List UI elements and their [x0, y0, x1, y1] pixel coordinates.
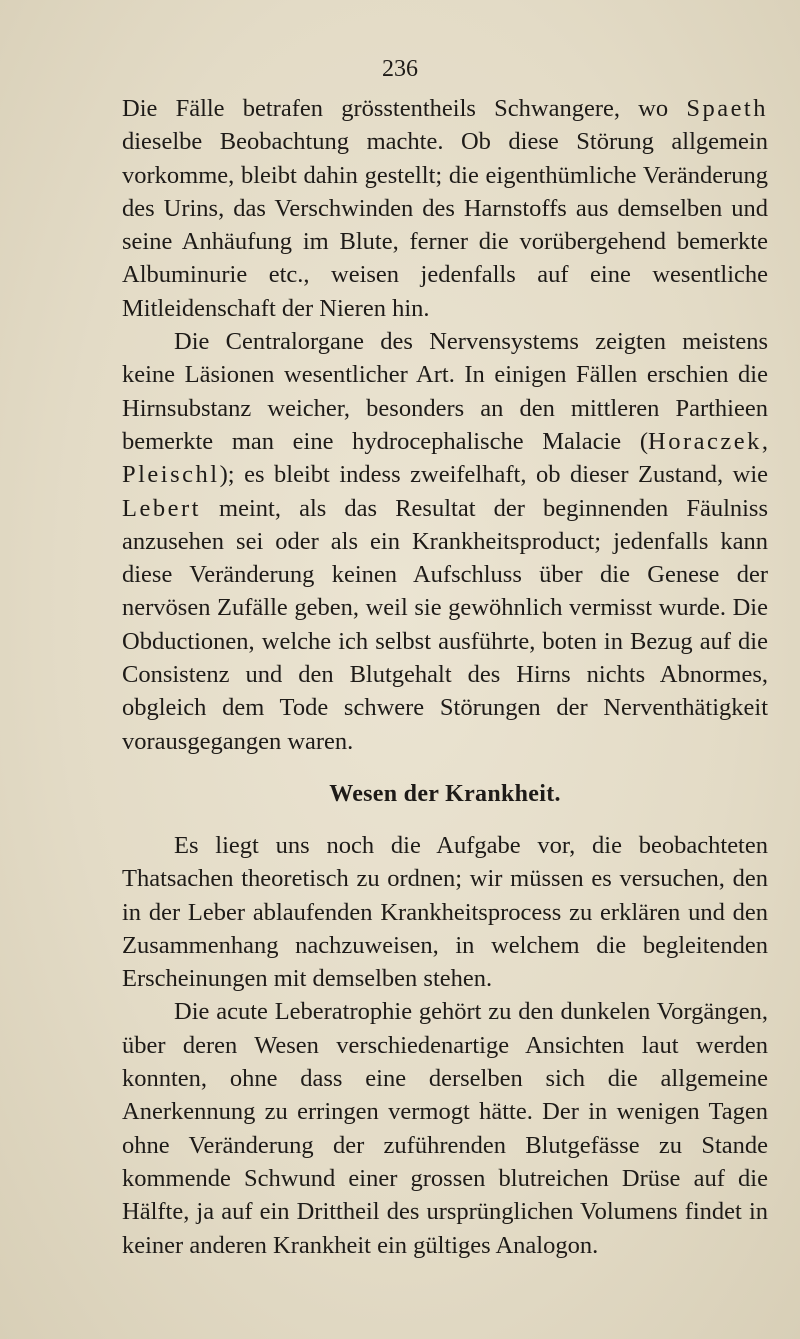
text-run: meint, als das Resultat der beginnenden Fäulniss anzusehen sei oder als ein Krankheitsproduct; jedenfalls kann diese Veränderung keinen Aufschluss über die Genese der nervösen Zufälle geben, weil sie gewöhnlich vermisst wurde. Die Obductionen, welche ich selbst ausführte, boten in Bezug auf die Consistenz und den Blutgehalt des Hirns nichts Abnormes, obgleich dem Tode schwere Störungen der Nerventhätigkeit vorausgegangen waren.: [122, 494, 768, 755]
section-before-heading: [122, 92, 768, 758]
spaced-name: Pleischl: [122, 461, 220, 489]
page-number: 236: [382, 56, 418, 82]
text-run: dieselbe Beobachtung machte. Ob diese Störung allgemein vorkomme, bleibt dahin gestellt; die eigenthümliche Veränderung des Urins, das Verschwinden des Harnstoffs aus demselben und seine Anhäufung im Blute, ferner die vorübergehend bemerkte Albuminurie etc., weisen jedenfalls auf eine wesentliche Mitleidenschaft der Nieren hin.: [122, 128, 768, 322]
spaced-name: Horaczek: [648, 427, 762, 455]
text-run: Die Fälle betrafen grösstentheils Schwangere, wo: [122, 95, 687, 122]
text-run: Die acute Leberatrophie gehört zu den dunkelen Vorgängen, über deren Wesen verschiedenartige Ansichten laut werden konnten, ohne dass eine derselben sich die allgemeine Anerkennung zu erringen vermogt hätte. Der in wenigen Tagen ohne Veränderung der zuführenden Blutgefässe zu Stande kommende Schwund einer grossen blutreichen Drüse auf die Hälfte, ja auf ein Drittheil des ursprünglichen Volumens findet in keiner anderen Krankheit ein gültiges Analogon.: [122, 998, 768, 1259]
body-text: [122, 92, 768, 1262]
spaced-name: Spaeth: [686, 95, 768, 122]
text-run: ); es bleibt indess zweifelhaft, ob dieser Zustand, wie: [219, 461, 768, 489]
paragraph: [122, 995, 768, 1261]
paragraph: [122, 325, 768, 758]
spaced-name: Lebert: [122, 494, 201, 522]
section-heading: Wesen der Krankheit.: [329, 780, 561, 807]
section-after-heading: [122, 829, 768, 1262]
text-run: Es liegt uns noch die Aufgabe vor, die beobachteten Thatsachen theoretisch zu ordnen; wir müssen es versuchen, den in der Leber ablaufenden Krankheitsprocess zu erklären und den Zusammenhang nachzuweisen, in welchem die begleitenden Erscheinungen mit demselben stehen.: [122, 831, 768, 993]
text-run: Die Centralorgane des Nervensystems zeigten meistens keine Läsionen wesentlicher Art. In einigen Fällen erschien die Hirnsubstanz weicher, besonders an den mittleren Parthieen bemerkte man eine hydrocephalische Malacie (: [122, 328, 768, 455]
paragraph: [122, 829, 768, 995]
text-run: ,: [761, 427, 768, 455]
paragraph: [122, 92, 768, 325]
